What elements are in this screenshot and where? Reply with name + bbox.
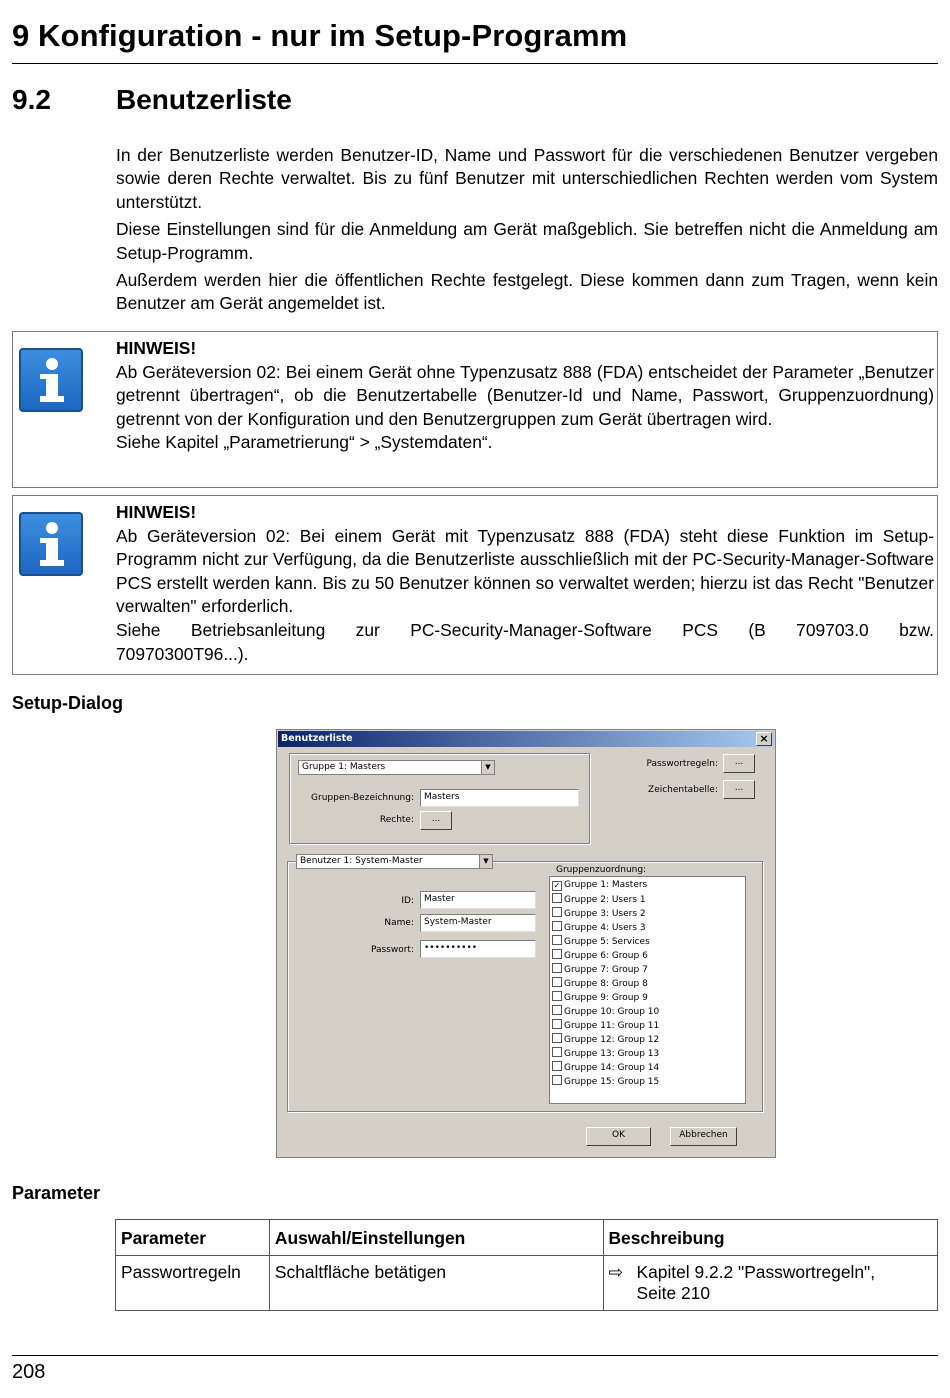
group-select-value: Gruppe 1: Masters [302, 762, 386, 772]
group-checkbox-label: Gruppe 14: Group 14 [564, 1063, 660, 1073]
password-label: Passwort: [370, 945, 414, 955]
subheading-parameter: Parameter [12, 1183, 101, 1203]
id-label: ID: [401, 896, 414, 906]
note-box-1 [12, 331, 938, 488]
note-see-word: PC-Security-Manager-Software [410, 619, 652, 640]
user-select[interactable] [296, 854, 493, 869]
note-see-word: 709703.0 [796, 619, 869, 640]
group-checkbox-label: Gruppe 12: Group 12 [564, 1035, 660, 1045]
group-checkbox-label: Gruppe 11: Group 11 [564, 1021, 660, 1031]
info-icon [19, 512, 83, 576]
group-checkbox-item[interactable] [552, 1005, 659, 1019]
group-name-input[interactable]: Masters [420, 789, 579, 807]
group-checkbox-item[interactable] [552, 879, 647, 893]
password-rules-button[interactable]: ... [723, 754, 755, 773]
group-checkbox-label: Gruppe 15: Group 15 [564, 1077, 660, 1087]
group-checkbox-item[interactable] [552, 921, 646, 935]
footer-rule [12, 1355, 938, 1356]
parameter-table [115, 1219, 938, 1311]
subheading-setup-dialog: Setup-Dialog [12, 693, 123, 713]
checkbox-icon[interactable] [552, 1019, 562, 1029]
checkbox-icon[interactable] [552, 991, 562, 1001]
checkbox-icon[interactable] [552, 893, 562, 903]
checkbox-icon[interactable] [552, 949, 562, 959]
chapter-title: 9 Konfiguration - nur im Setup-Programm [12, 18, 628, 53]
checkbox-icon[interactable] [552, 921, 562, 931]
group-select[interactable] [298, 760, 495, 775]
group-checkbox-label: Gruppe 5: Services [564, 937, 650, 947]
ok-button[interactable]: OK [586, 1127, 651, 1146]
group-checkbox-label: Gruppe 8: Group 8 [564, 979, 648, 989]
section-title: Benutzerliste [116, 84, 292, 115]
note-see: Siehe Kapitel „Parametrierung“ > „Systemdaten“. [116, 432, 493, 453]
password-input[interactable]: •••••••••• [420, 940, 536, 958]
group-checkbox-item[interactable] [552, 1075, 659, 1089]
intro-paragraph-3: Außerdem werden hier die öffentlichen Rechte festgelegt. Diese kommen dann zum Tragen, wenn kein Benutzer am Gerät angemeldet ist. [116, 270, 938, 314]
group-checkbox-label: Gruppe 7: Group 7 [564, 965, 648, 975]
table-header-parameter: Parameter [116, 1220, 270, 1256]
group-checkbox-label: Gruppe 3: Users 2 [564, 909, 646, 919]
group-checkbox-label: Gruppe 10: Group 10 [564, 1007, 660, 1017]
user-list-dialog [276, 729, 776, 1158]
note-box-2 [12, 495, 938, 675]
rights-button[interactable]: ... [420, 811, 452, 830]
note-heading: HINWEIS! [116, 502, 197, 522]
checkbox-icon[interactable] [552, 1005, 562, 1015]
user-select-value: Benutzer 1: System-Master [300, 856, 423, 866]
section-number: 9.2 [12, 84, 51, 115]
group-checkbox-item[interactable] [552, 991, 648, 1005]
group-checkbox-item[interactable] [552, 1033, 659, 1047]
intro-paragraph-1: In der Benutzerliste werden Benutzer-ID, Name und Passwort für die verschiedenen Benutzer vergeben sowie deren Rechte verwaltet. Bis zu fünf Benutzer mit unterschiedlichen Rechten werden vom System unterstützt. [116, 145, 938, 212]
group-assignment-label: Gruppenzuordnung: [556, 865, 647, 875]
note-see-word: PCS [682, 619, 718, 640]
header-rule [12, 63, 938, 64]
table-header-row [116, 1220, 938, 1256]
group-checkbox-label: Gruppe 13: Group 13 [564, 1049, 660, 1059]
cell-description [603, 1256, 938, 1311]
group-checkbox-item[interactable] [552, 1061, 659, 1075]
chevron-down-icon: ▼ [481, 761, 494, 774]
note-see-word: zur [355, 619, 380, 640]
checkbox-icon[interactable] [552, 977, 562, 987]
group-checkbox-item[interactable] [552, 977, 648, 991]
group-checkbox-label: Gruppe 6: Group 6 [564, 951, 648, 961]
group-checkbox-label: Gruppe 2: Users 1 [564, 895, 646, 905]
table-header-setting: Auswahl/Einstellungen [269, 1220, 603, 1256]
group-checkbox-item[interactable] [552, 935, 650, 949]
note-heading: HINWEIS! [116, 338, 197, 358]
cell-setting: Schaltfläche betätigen [269, 1256, 603, 1311]
table-row [116, 1256, 938, 1311]
group-checkbox-item[interactable] [552, 1047, 659, 1061]
group-checkbox-item[interactable] [552, 963, 648, 977]
checkbox-icon[interactable] [552, 935, 562, 945]
group-checkbox-item[interactable] [552, 907, 646, 921]
table-header-description: Beschreibung [603, 1220, 938, 1256]
checkbox-icon[interactable] [552, 1033, 562, 1043]
page-number: 208 [12, 1361, 46, 1383]
checkbox-icon[interactable] [552, 907, 562, 917]
note-see-word: bzw. [899, 619, 934, 640]
rights-label: Rechte: [379, 815, 414, 825]
arrow-right-icon: ⇨ [608, 1262, 624, 1282]
note-see-line-1 [116, 619, 934, 643]
group-assignment-list[interactable] [549, 876, 746, 1104]
id-input[interactable]: Master [420, 891, 536, 909]
charset-label: Zeichentabelle: [648, 785, 718, 795]
cell-parameter: Passwortregeln [116, 1256, 270, 1311]
group-checkbox-label: Gruppe 9: Group 9 [564, 993, 648, 1003]
note-see-line-2: 70970300T96...). [116, 643, 249, 664]
note-body: Ab Geräteversion 02: Bei einem Gerät mit Typenzusatz 888 (FDA) steht diese Funktion im Setup-Programm nicht zur Verfügung, da die Benutzerliste ausschließlich mit der PC-Security-Manager-Software PCS erstellt werden kann. Bis zu 50 Benutzer können so verwaltet werden; hierzu ist das Recht "Benutzer verwalten" erforderlich. [116, 525, 934, 617]
note-see-word: (B [748, 619, 766, 640]
checkbox-icon[interactable] [552, 1061, 562, 1071]
password-rules-label: Passwortregeln: [646, 759, 718, 769]
info-icon [19, 348, 83, 412]
cancel-button[interactable]: Abbrechen [670, 1127, 737, 1146]
intro-paragraph-2: Diese Einstellungen sind für die Anmeldung am Gerät maßgeblich. Sie betreffen nicht die Anmeldung am Setup-Programm. [116, 219, 938, 263]
checkbox-icon[interactable] [552, 1075, 562, 1085]
group-checkbox-label: Gruppe 1: Masters [564, 880, 648, 890]
charset-button[interactable]: ... [723, 780, 755, 799]
checkbox-icon[interactable] [552, 963, 562, 973]
dialog-title: Benutzerliste [281, 733, 353, 744]
note-body: Ab Geräteversion 02: Bei einem Gerät ohne Typenzusatz 888 (FDA) entscheidet der Parameter „Benutzer getrennt übertragen“, ob die Benutzertabelle (Benutzer-Id und Name, Passwort, Gruppenzuordnung) getrennt von der Konfiguration und den Benutzergruppen zum Gerät übertragen wird. [116, 361, 934, 429]
checkbox-icon[interactable] [552, 1047, 562, 1057]
group-checkbox-item[interactable] [552, 949, 648, 963]
name-input[interactable]: System-Master [420, 914, 536, 932]
chevron-down-icon: ▼ [479, 855, 492, 868]
group-checkbox-item[interactable] [552, 893, 646, 907]
description-line-1: Kapitel 9.2.2 "Passwortregeln", [636, 1262, 876, 1282]
dialog-title-bar [278, 731, 774, 747]
intro-text [116, 144, 938, 320]
group-name-label: Gruppen-Bezeichnung: [311, 793, 414, 803]
description-line-2: Seite 210 [636, 1283, 710, 1303]
close-icon[interactable]: × [756, 732, 772, 746]
group-checkbox-label: Gruppe 4: Users 3 [564, 923, 646, 933]
checkbox-checked-icon[interactable]: ✓ [553, 881, 561, 890]
name-label: Name: [384, 918, 414, 928]
group-checkbox-item[interactable] [552, 1019, 659, 1033]
note-see-word: Betriebsanleitung [190, 619, 326, 640]
note-see-word: Siehe [116, 619, 161, 640]
